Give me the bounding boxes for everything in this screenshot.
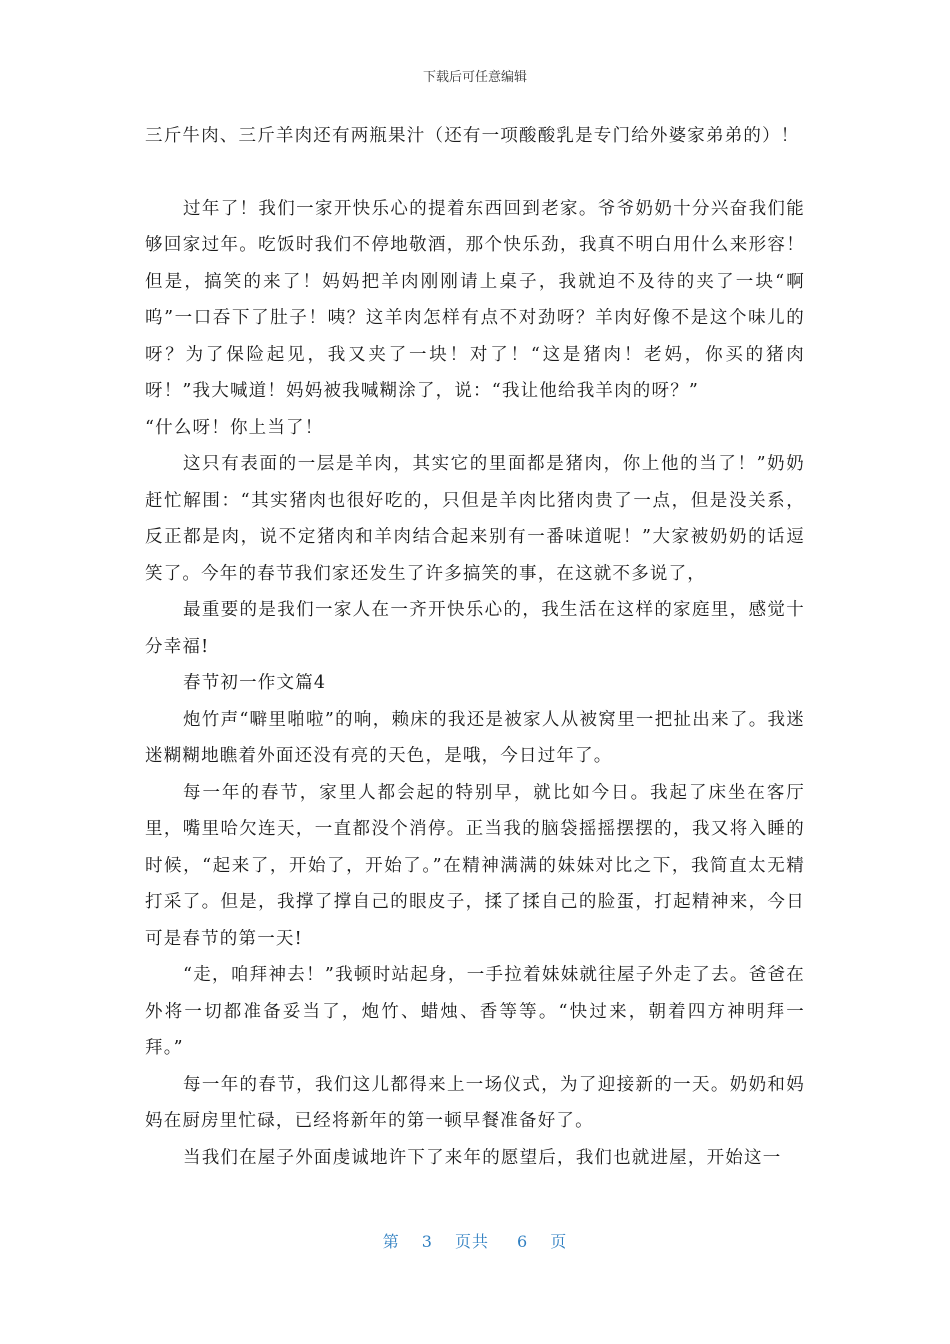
page-middle: 页共 [454,1232,489,1251]
paragraph-gap [145,155,805,191]
paragraph: 过年了！我们一家开快乐心的提着东西回到老家。爷爷奶奶十分兴奋我们能够回家过年。吃饭时我们不停地敬酒，那个快乐劲，我真不明白用什么来形容！但是，搞笑的来了！妈妈把羊肉刚刚请上桌子，我就迫不及待的夹了一块“啊呜”一口吞下了肚子！咦？这羊肉怎样有点不对劲呀？羊肉好像不是这个味儿的呀？为了保险起见，我又夹了一块！对了！“这是猪肉！老妈，你买的猪肉呀！”我大喊道！妈妈被我喊糊涂了，说：“我让他给我羊肉的呀？” [145,198,805,401]
paragraph: 当我们在屋子外面虔诚地许下了来年的愿望后，我们也就进屋，开始这一 [183,1147,782,1168]
page-suffix: 页 [550,1232,568,1251]
page-prefix: 第 [382,1232,400,1251]
paragraph: “走，咱拜神去！”我顿时站起身，一手拉着妹妹就往屋子外走了去。爸爸在外将一切都准备妥当了，炮竹、蜡烛、香等等。“快过来，朝着四方神明拜一拜。” [145,965,805,1058]
document-body [145,118,805,1176]
page-footer [0,1229,950,1252]
paragraph: 每一年的春节，我们这儿都得来上一场仪式，为了迎接新的一天。奶奶和妈妈在厨房里忙碌，已经将新年的第一顿早餐准备好了。 [145,1074,805,1131]
paragraph: 这只有表面的一层是羊肉，其实它的里面都是猪肉，你上他的当了！”奶奶赶忙解围：“其实猪肉也很好吃的，只但是羊肉比猪肉贵了一点，但是没关系，反正都是肉，说不定猪肉和羊肉结合起来别有一番味道呢！”大家被奶奶的话逗笑了。今年的春节我们家还发生了许多搞笑的事，在这就不多说了， [145,454,805,584]
paragraph: 最重要的是我们一家人在一齐开快乐心的，我生活在这样的家庭里，感觉十分幸福! [145,600,805,657]
paragraph: 每一年的春节，家里人都会起的特别早，就比如今日。我起了床坐在客厅里，嘴里哈欠连天，一直都没个消停。正当我的脑袋摇摇摆摆的，我又将入睡的时候，“起来了，开始了，开始了。”在精神满满的妹妹对比之下，我简直太无精打采了。但是，我撑了撑自己的眼皮子，揉了揉自己的脸蛋，打起精神来，今日可是春节的第一天! [145,782,805,949]
paragraph: 炮竹声“噼里啪啦”的响，赖床的我还是被家人从被窝里一把扯出来了。我迷迷糊糊地瞧着外面还没有亮的天色，是哦，今日过年了。 [145,709,805,766]
section-heading: 春节初一作文篇4 [183,673,327,693]
paragraph: 三斤牛肉、三斤羊肉还有两瓶果汁（还有一项酸酸乳是专门给外婆家弟弟的）！ [145,126,800,146]
paragraph: “什么呀！你上当了！ [145,417,324,438]
page-total: 6 [517,1232,529,1251]
page-header: 下载后可任意编辑 [422,70,527,85]
page-current: 3 [421,1232,433,1251]
